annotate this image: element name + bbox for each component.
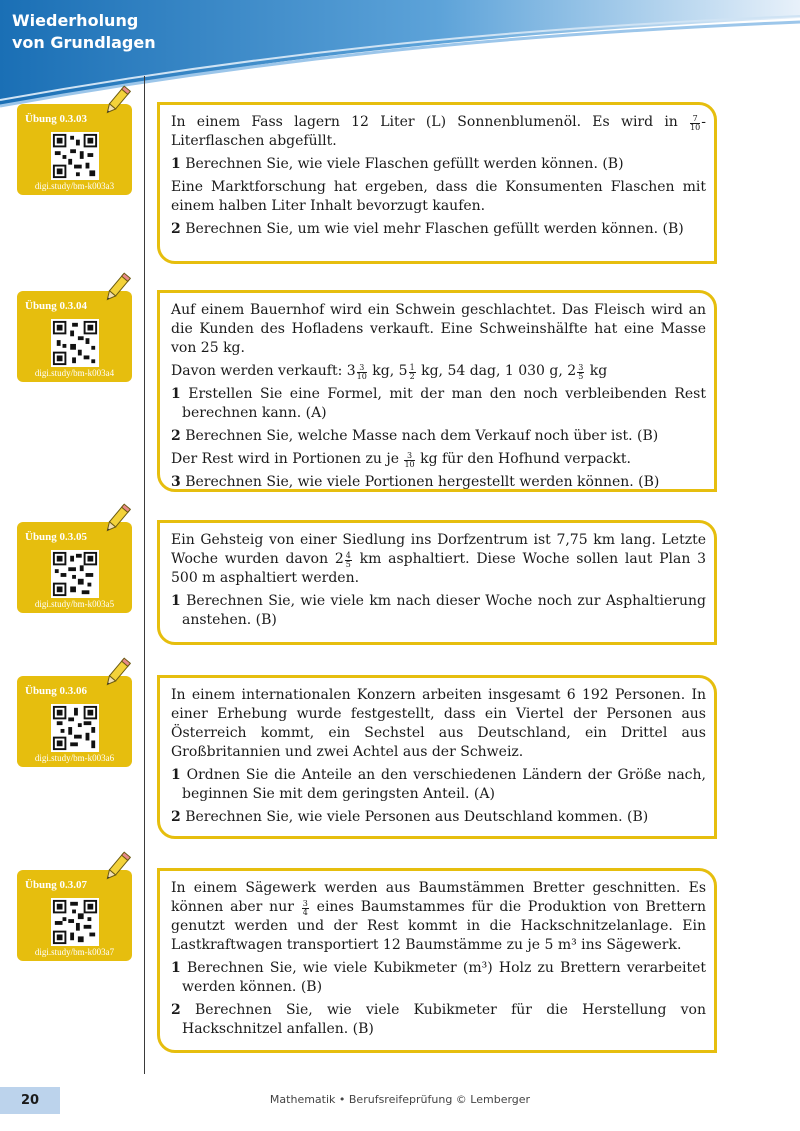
fraction [690,115,700,132]
exercise-url[interactable]: digi.study/bm-k003a7 [34,947,115,957]
exercise-text [171,531,706,588]
chapter-title-line2: von Grundlagen [12,33,156,52]
text-segment: km asphaltiert. Diese Woche sollen laut Plan 3 500 m asphaltiert werden. [171,551,707,586]
fraction-numerator: 3 [578,363,584,372]
task-item [171,592,706,630]
text-segment: kg, 54 dag, 1 030 g, 2 [416,363,577,379]
exercise-label: Übung 0.3.06 [25,685,88,697]
task-text: Berechnen Sie, wie viele Kubikmeter für die Herstellung von Hackschnitzel anfallen. (B) [182,1002,706,1037]
exercise-label: Übung 0.3.05 [25,531,88,543]
qr-code-icon[interactable] [51,550,99,598]
task-number: 1 [171,960,181,976]
task-number: 2 [171,428,181,444]
fraction-denominator: 10 [404,460,415,469]
pencil-icon [102,84,132,118]
fraction-numerator: 3 [302,899,308,908]
margin-rule [144,76,145,1074]
task-text: Berechnen Sie, welche Masse nach dem Verkauf noch über ist. (B) [185,428,659,444]
task-number: 1 [171,156,181,172]
fraction-denominator: 10 [690,123,701,132]
task-number: 1 [171,593,181,609]
text-segment: In einem Fass lagern 12 Liter (L) Sonnenblumenöl. Es wird in [171,114,690,130]
exercise-box [157,520,717,645]
pencil-icon [102,850,132,884]
exercise-text: Eine Marktforschung hat ergeben, dass die Konsumenten Flaschen mit einem halben Liter Inhalt bevorzugt kaufen. [171,179,706,214]
exercise-label: Übung 0.3.03 [25,113,88,125]
chapter-title [12,10,156,54]
task-number: 1 [171,386,181,402]
text-segment: eines Baumstammes für die Produktion von Brettern genutzt werden und der Rest kommt in die Hackschnitzelanlage. Ein Lastkraftwagen transportiert 12 Baumstämme zu je 5 m³ ins Sägewerk. [171,899,706,953]
fraction [302,900,309,917]
text-segment: Ein Gehsteig von einer Siedlung ins Dorfzentrum ist 7,75 km lang. Letzte Woche wurden davon 2 [171,532,706,567]
fraction-numerator: 7 [690,115,700,124]
fraction-numerator: 4 [345,551,351,560]
fraction-numerator: 3 [404,452,414,461]
task-item [171,155,706,174]
exercise-box [157,675,717,839]
task-text: Berechnen Sie, wie viele km nach dieser Woche noch zur Asphaltierung anstehen. (B) [182,593,706,628]
pencil-icon [102,656,132,690]
fraction-denominator: 2 [409,372,415,381]
fraction-numerator: 1 [409,363,415,372]
exercise-box [157,868,717,1053]
task-item [171,473,706,492]
text-segment: Davon werden verkauft: 3 [171,363,356,379]
task-text: Berechnen Sie, um wie viel mehr Flaschen gefüllt werden können. (B) [185,221,684,237]
exercise-text [171,879,706,955]
text-segment: Der Rest wird in Portionen zu je [171,451,404,467]
fraction-denominator: 5 [345,560,351,569]
exercise-text [171,113,706,151]
exercise-url[interactable]: digi.study/bm-k003a4 [34,368,115,378]
exercise-text: Auf einem Bauernhof wird ein Schwein geschlachtet. Das Fleisch wird an die Kunden des Hofladens verkauft. Eine Schweinshälfte hat eine Masse von 25 kg. [171,302,706,356]
task-text: Erstellen Sie eine Formel, mit der man den noch verbleibenden Rest berechnen kann. (A) [182,386,706,421]
chapter-title-line1: Wiederholung [12,11,139,30]
qr-code-icon[interactable] [51,319,99,367]
task-text: Berechnen Sie, wie viele Portionen hergestellt werden können. (B) [185,474,660,490]
task-item [171,427,706,446]
pencil-icon [102,502,132,536]
exercise-text: In einem internationalen Konzern arbeiten insgesamt 6 192 Personen. In einer Erhebung wurde festgestellt, dass ein Viertel der Personen aus Österreich kommt, ein Sechstel aus Deutschland, ein Drittel aus Großbritannien und zwei Achtel aus der Schweiz. [171,687,706,760]
qr-code-icon[interactable] [51,704,99,752]
task-text: Berechnen Sie, wie viele Flaschen gefüllt werden können. (B) [185,156,624,172]
page-number: 20 [20,1093,40,1108]
fraction [577,364,584,381]
task-number: 1 [171,767,181,783]
footer-text: Mathematik • Berufsreifeprüfung © Lemberger [269,1093,531,1106]
task-item [171,766,706,804]
fraction [345,552,352,569]
task-item [171,1001,706,1039]
exercise-text [171,450,706,469]
fraction [357,364,367,381]
text-segment: kg, 5 [367,363,408,379]
text-segment: kg für den Hofhund verpackt. [415,451,631,467]
qr-code-icon[interactable] [51,898,99,946]
exercise-text [171,362,706,381]
task-item [171,808,706,827]
task-number: 3 [171,474,181,490]
pencil-icon [102,271,132,305]
exercise-box [157,290,717,492]
task-item [171,220,706,239]
fraction-denominator: 5 [578,372,584,381]
text-segment: In einem Sägewerk werden aus Baumstämmen Bretter geschnitten. Es können aber nur [171,880,706,915]
fraction-denominator: 4 [302,908,308,917]
exercise-url[interactable]: digi.study/bm-k003a3 [34,181,115,191]
exercise-url[interactable]: digi.study/bm-k003a6 [34,753,115,763]
task-text: Ordnen Sie die Anteile an den verschiedenen Ländern der Größe nach, beginnen Sie mit dem geringsten Anteil. (A) [182,767,706,802]
text-segment: -Literflaschen abgefüllt. [171,114,706,149]
qr-code-icon[interactable] [51,132,99,180]
task-number: 2 [171,1002,181,1018]
fraction [409,364,416,381]
exercise-box [157,102,717,264]
text-segment: kg [585,363,608,379]
exercise-url[interactable]: digi.study/bm-k003a5 [34,599,115,609]
task-text: Berechnen Sie, wie viele Personen aus Deutschland kommen. (B) [185,809,649,825]
fraction-numerator: 3 [357,364,367,373]
exercise-label: Übung 0.3.04 [25,300,88,312]
fraction-denominator: 10 [356,372,367,381]
fraction [404,452,414,469]
task-number: 2 [171,809,181,825]
task-item [171,959,706,997]
task-text: Berechnen Sie, wie viele Kubikmeter (m³) Holz zu Brettern verarbeitet werden können. (B) [182,960,707,995]
exercise-label: Übung 0.3.07 [25,879,88,891]
task-number: 2 [171,221,181,237]
task-item [171,385,706,423]
